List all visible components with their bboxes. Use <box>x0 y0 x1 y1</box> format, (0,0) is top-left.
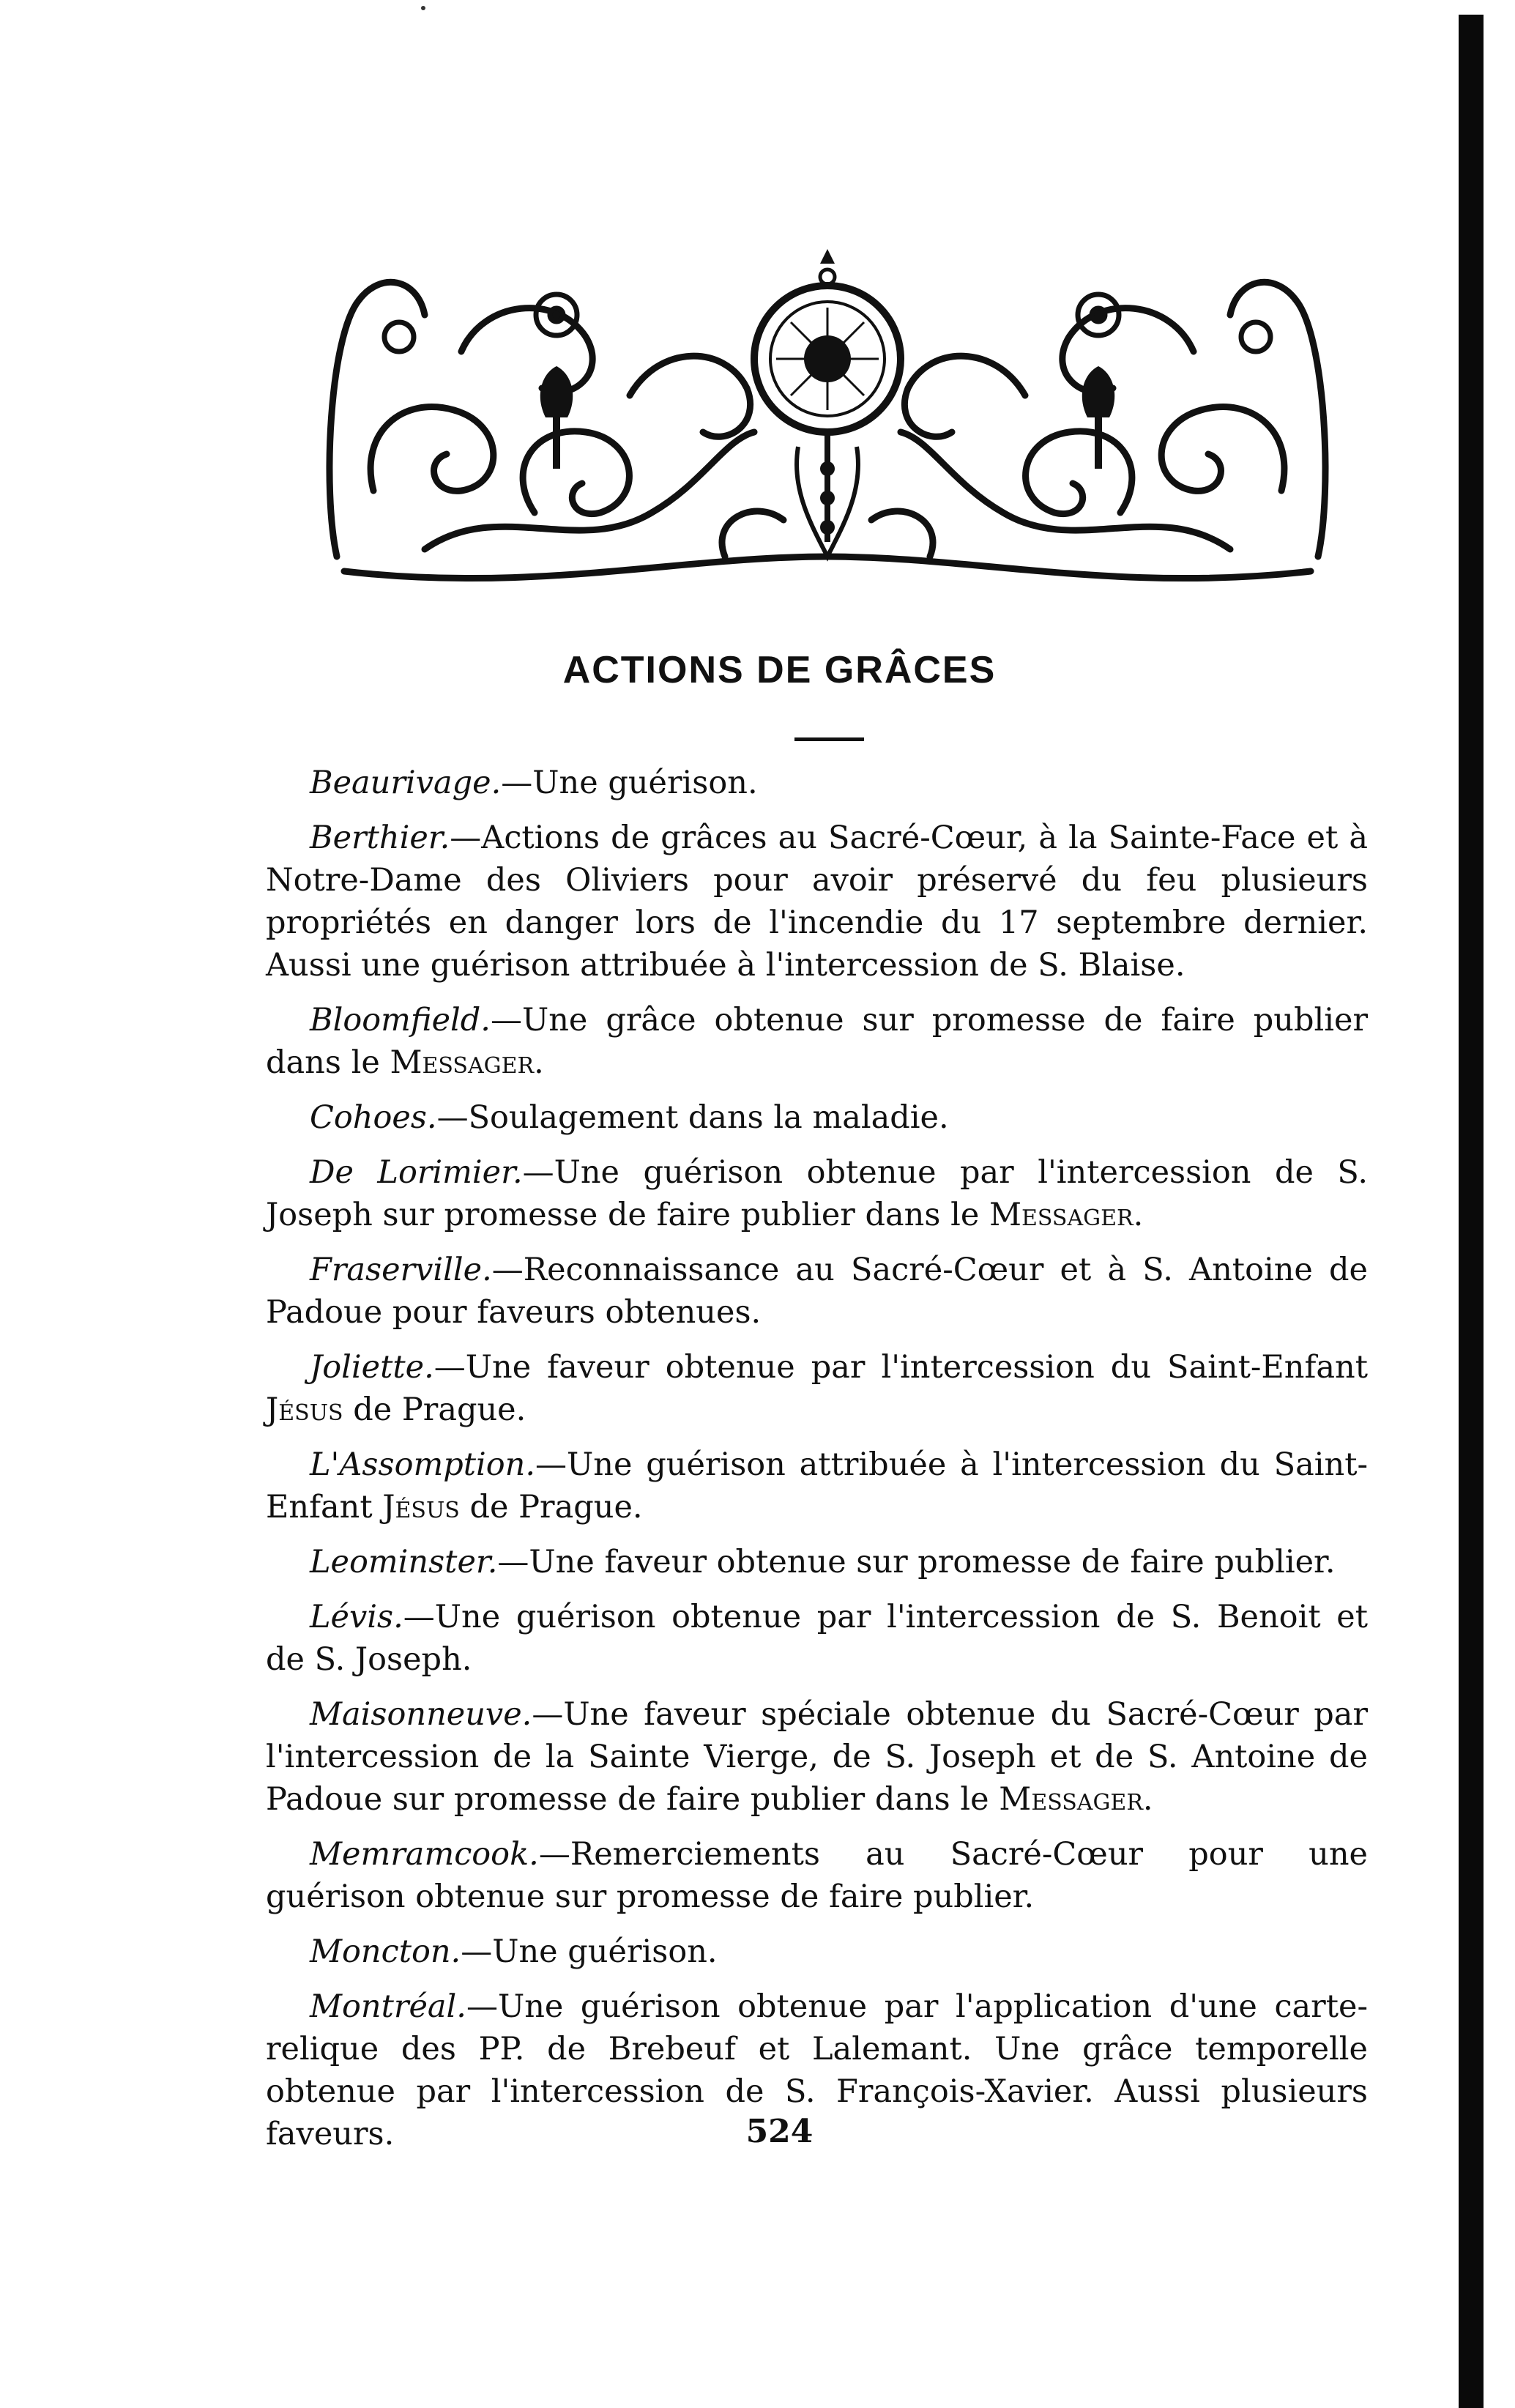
entry-text: —Une grâce obtenue sur promesse de faire publier dans le <box>266 1002 1368 1081</box>
entry <box>266 1346 1368 1431</box>
entry <box>266 762 1368 804</box>
place-name: Maisonneuve. <box>310 1696 532 1733</box>
place-name: De Lorimier. <box>310 1154 523 1191</box>
entry-text: —Une guérison. <box>461 1933 718 1970</box>
entry <box>266 1596 1368 1681</box>
place-name: Montréal. <box>310 1988 466 2025</box>
entry-text: —Une faveur obtenue sur promesse de faire publier. <box>497 1544 1336 1580</box>
decorative-headpiece-ornament <box>315 249 1340 593</box>
place-name: Bloomfield. <box>310 1002 491 1038</box>
entry <box>266 1443 1368 1528</box>
page-edge-bar <box>1459 15 1484 2408</box>
section-heading: ACTIONS DE GRÂCES <box>562 649 997 691</box>
place-name: Lévis. <box>310 1599 403 1635</box>
place-name: L'Assomption. <box>310 1446 536 1483</box>
entry <box>266 1096 1368 1139</box>
entry-text: —Une guérison. <box>501 765 758 801</box>
entry <box>266 1833 1368 1918</box>
place-name: Fraserville. <box>310 1252 492 1288</box>
small-caps-text: Messager <box>390 1044 535 1081</box>
entry-text: —Une guérison obtenue par l'intercession de S. Benoit et de S. Joseph. <box>266 1599 1368 1678</box>
place-name: Beaurivage. <box>310 765 502 801</box>
entry <box>266 999 1368 1084</box>
entry-tail: . <box>1142 1781 1153 1818</box>
small-caps-text: Jésus <box>382 1489 460 1526</box>
place-name: Berthier. <box>310 820 450 856</box>
place-name: Memramcook. <box>310 1836 539 1873</box>
small-caps-text: Jésus <box>266 1391 343 1428</box>
small-caps-text: Messager <box>989 1197 1134 1233</box>
entry <box>266 1249 1368 1334</box>
speck <box>421 6 425 10</box>
entry-text: —Remerciements au Sacré-Cœur pour une guérison obtenue sur promesse de faire publier. <box>266 1836 1368 1915</box>
place-name: Joliette. <box>310 1349 434 1386</box>
entry-tail: de Prague. <box>459 1489 643 1526</box>
entry <box>266 1541 1368 1583</box>
entry-text: —Reconnaissance au Sacré-Cœur et à S. Antoine de Padoue pour faveurs obtenues. <box>266 1252 1368 1331</box>
entry-tail: de Prague. <box>343 1391 526 1428</box>
heading-rule <box>794 737 864 741</box>
entry-text: —Actions de grâces au Sacré-Cœur, à la Sainte-Face et à Notre-Dame des Oliviers pour avoir préservé du feu plusieurs propriétés en danger lors de l'incendie du 17 septembre dernier. Aussi une guérison attribuée à l'intercession de S. Blaise. <box>266 820 1368 984</box>
small-caps-text: Messager <box>999 1781 1143 1818</box>
entry-text: —Une guérison obtenue par l'intercession de S. Joseph sur promesse de faire publier dans le <box>266 1154 1368 1233</box>
entry-text: —Soulagement dans la maladie. <box>436 1099 949 1136</box>
page-number: 524 <box>745 2113 814 2150</box>
place-name: Cohoes. <box>310 1099 437 1136</box>
entry-text: —Une faveur spéciale obtenue du Sacré-Cœur par l'intercession de la Sainte Vierge, de S. Joseph et de S. Antoine de Padoue sur promesse de faire publier dans le <box>266 1696 1368 1818</box>
entry-tail: . <box>1133 1197 1144 1233</box>
place-name: Leominster. <box>310 1544 498 1580</box>
entry-text: —Une faveur obtenue par l'intercession du Saint-Enfant <box>433 1349 1368 1386</box>
place-name: Moncton. <box>310 1933 461 1970</box>
entry <box>266 1931 1368 1973</box>
entry <box>266 1151 1368 1236</box>
entry <box>266 817 1368 986</box>
entry-text: —Une guérison obtenue par l'application d'une carte-relique des PP. de Brebeuf et Lalemant. Une grâce temporelle obtenue par l'intercession de S. François-Xavier. Aussi plusieurs faveurs. <box>266 1988 1368 2152</box>
entry-tail: . <box>534 1044 544 1081</box>
entry <box>266 1693 1368 1821</box>
entry-text: —Une guérison attribuée à l'intercession du Saint-Enfant <box>266 1446 1368 1526</box>
entries-list <box>266 762 1368 2168</box>
